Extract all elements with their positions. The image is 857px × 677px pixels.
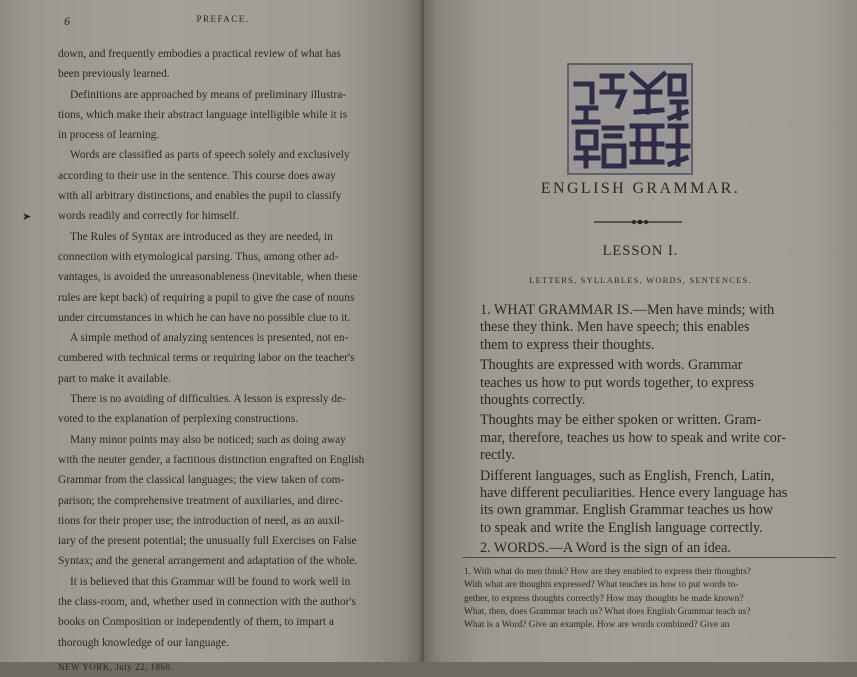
footnote-line: 1. With what do men think? How are they enabled to express their thoughts? xyxy=(464,567,751,577)
preface-line: books on Composition or independently of them, to impart a xyxy=(58,616,334,629)
lesson-line: Thoughts may be either spoken or written. Gram- xyxy=(480,412,762,429)
lesson-line: these they think. Men have speech; this enables xyxy=(480,319,750,336)
preface-line: tions, which make their abstract language intelligible while it is xyxy=(58,108,348,121)
lesson-line: Different languages, such as English, French, Latin, xyxy=(480,467,775,484)
footnote-line: With what are thoughts expressed? What teaches us how to put words to- xyxy=(464,580,739,591)
preface-line: The Rules of Syntax are introduced as they are needed, in xyxy=(70,230,333,243)
preface-signoff: NEW YORK, July 22, 1868. xyxy=(58,661,174,672)
left-running-head xyxy=(64,14,382,34)
preface-text xyxy=(58,44,402,677)
lesson-line: Thoughts are expressed with words. Grammar xyxy=(480,357,743,374)
lesson-line: them to express their thoughts. xyxy=(480,336,655,353)
lesson-line: 1. WHAT GRAMMAR IS.—Men have minds; with xyxy=(480,302,775,318)
lesson-subtitle: LETTERS, SYLLABLES, WORDS, SENTENCES. xyxy=(529,275,752,285)
preface-line: tions for their proper use; the introduction of need, as an auxil- xyxy=(58,514,344,527)
preface-line: rules are kept back) of requiring a pupil to give the case of nouns xyxy=(58,291,355,304)
lesson-line: teaches us how to put words together, to express xyxy=(480,374,755,391)
preface-line: part to make it available. xyxy=(58,372,171,385)
lesson-text xyxy=(480,302,820,557)
lesson-line: mar, therefore, teaches us how to speak and write cor- xyxy=(480,429,787,446)
preface-line: under circumstances in which he can have no possible clue to it. xyxy=(58,311,351,324)
footnote-line: What, then, does Grammar teach us? What does English Grammar teach us? xyxy=(464,606,751,617)
page-number: 6 xyxy=(64,14,70,28)
preface-line: parison; the comprehensive treatment of auxiliaries, and direc- xyxy=(58,494,344,507)
library-seal-stamp xyxy=(566,62,694,176)
lesson-line: its own grammar. English Grammar teaches us how xyxy=(480,502,774,519)
lesson-line: to speak and write the English language correctly. xyxy=(480,519,763,536)
preface-line: There is no avoiding of difficulties. A lesson is expressly de- xyxy=(70,393,346,406)
lesson-line: rectly. xyxy=(480,447,515,464)
lesson-line: have different peculiarities. Hence every language has xyxy=(480,484,788,501)
preface-line: in process of learning. xyxy=(58,129,160,142)
preface-line: Grammar from the classical languages; the view taken of com- xyxy=(58,474,345,487)
preface-line: the class-room, and, whether used in connection with the author's xyxy=(58,596,356,609)
lesson-line: 2. WORDS.—A Word is the sign of an idea. xyxy=(480,540,731,557)
preface-line: vantages, is avoided the unreasonableness (inevitable, when these xyxy=(58,271,358,284)
ornament-divider xyxy=(594,219,682,225)
running-head-title: PREFACE. xyxy=(196,14,250,24)
preface-line: A simple method of analyzing sentences is presented, not en- xyxy=(70,332,349,345)
lesson-line: thoughts correctly. xyxy=(480,391,586,408)
preface-line: according to their use in the sentence. This course does away xyxy=(58,169,336,182)
preface-line: Definitions are approached by means of preliminary illustra- xyxy=(70,88,347,101)
preface-line: Many minor points may also be noticed; such as doing away xyxy=(70,433,346,446)
preface-line: Words are classified as parts of speech solely and exclusively xyxy=(70,149,350,162)
preface-line: with all arbitrary distinctions, and enables the pupil to classify xyxy=(58,190,342,203)
book-title: ENGLISH GRAMMAR. xyxy=(540,180,741,197)
margin-arrow-mark: ➤ xyxy=(22,211,32,223)
preface-line: iary of the present potential; the unusually full Exercises on False xyxy=(58,535,357,548)
footnote-line: gether, to express thoughts correctly? How may thoughts be made known? xyxy=(464,593,744,604)
preface-line: Syntax; and the general arrangement and adaptation of the whole. xyxy=(58,555,358,568)
preface-line: thorough knowledge of our language. xyxy=(58,636,230,649)
preface-line: with the neuter gender, a factitious distinction engrafted on English xyxy=(58,453,365,466)
preface-line: connection with etymological parsing. Thus, among other ad- xyxy=(58,250,339,263)
preface-line: down, and frequently embodies a practical review of what has xyxy=(58,48,341,60)
preface-line: words readily and correctly for himself. xyxy=(58,210,239,223)
preface-line: It is believed that this Grammar will be found to work well in xyxy=(70,575,351,588)
lesson-heading: LESSON I. xyxy=(602,243,679,259)
preface-line: cumbered with technical terms or requiring labor on the teacher's xyxy=(58,352,355,365)
preface-line: been previously learned. xyxy=(58,68,170,81)
footnote-rule xyxy=(462,557,836,558)
preface-line: voted to the explanation of perplexing constructions. xyxy=(58,413,299,426)
footnotes xyxy=(464,566,838,632)
footnote-line: What is a Word? Give an example. How are words combined? Give an xyxy=(464,620,730,631)
left-page xyxy=(0,0,422,672)
